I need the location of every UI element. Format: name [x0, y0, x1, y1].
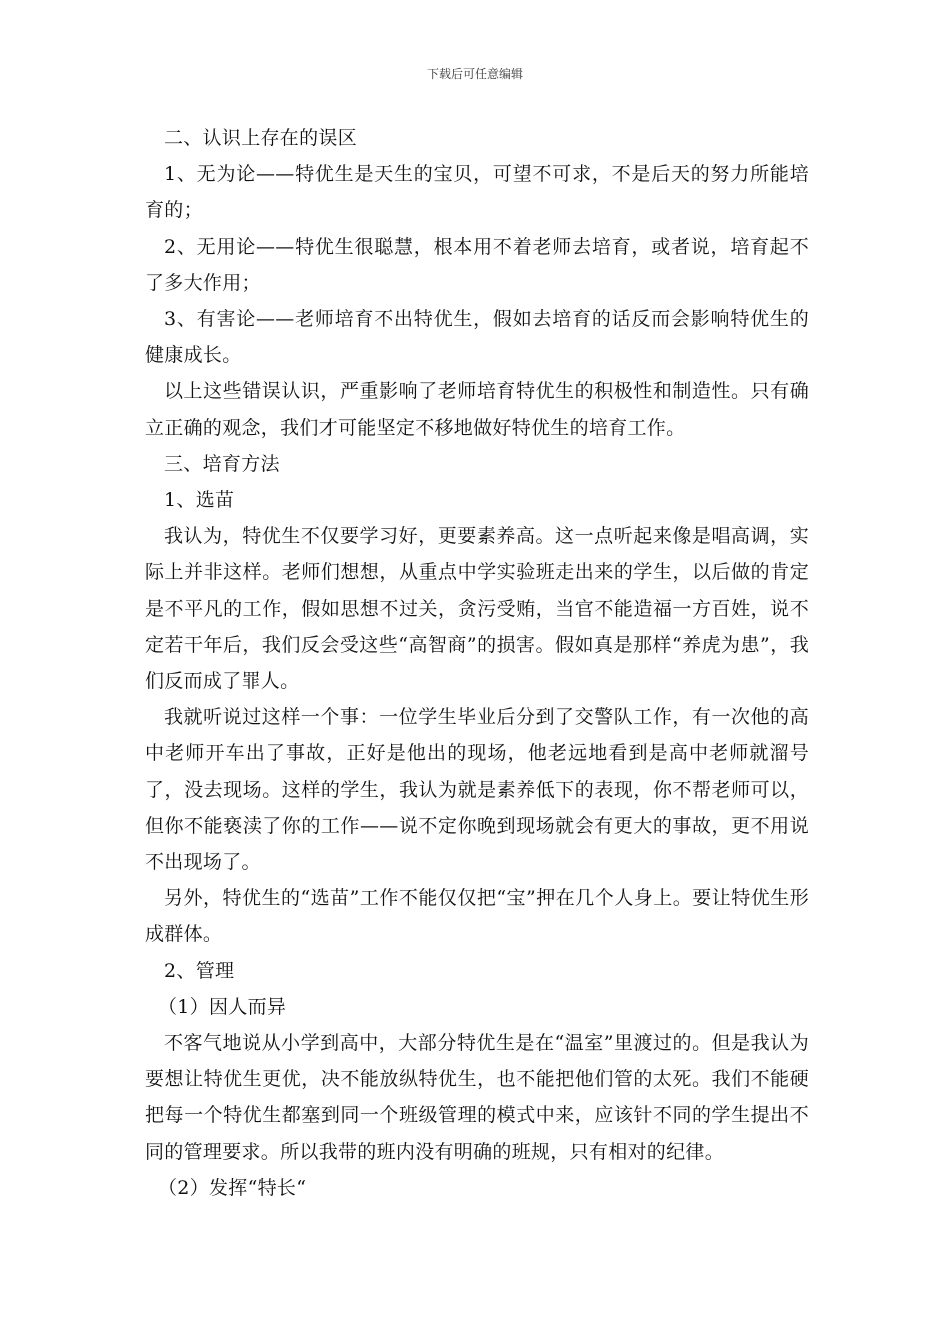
page-header: 下载后可任意编辑: [426, 67, 523, 81]
paragraph: 我认为，特优生不仅要学习好，更要素养高。这一点听起来像是唱高调，实际上并非这样。老师们想想，从重点中学实验班走出来的学生，以后做的肯定是不平凡的工作，假如思想不过关，贪污受贿，当官不能造福一方百姓，说不定若干年后，我们反会受这些“高智商”的损害。假如真是那样“养虎为患”，我们反而成了罪人。: [145, 525, 809, 693]
list-item: 3、有害论——老师培育不出特优生，假如去培育的话反而会影响特优生的健康成长。: [145, 308, 809, 367]
subsection-heading: （2）发挥“特长“: [158, 1176, 307, 1199]
document-body: [145, 120, 809, 1206]
paragraph: 以上这些错误认识，严重影响了老师培育特优生的积极性和制造性。只有确立正确的观念，我们才可能坚定不移地做好特优生的培育工作。: [145, 380, 809, 439]
section-heading: 三、培育方法: [164, 452, 280, 475]
list-item: 2、无用论——特优生很聪慧，根本用不着老师去培育，或者说，培育起不了多大作用；: [145, 235, 809, 294]
paragraph: 另外，特优生的“选苗”工作不能仅仅把“宝”押在几个人身上。要让特优生形成群体。: [145, 887, 809, 946]
subsection-heading: （1）因人而异: [158, 995, 287, 1018]
section-heading: 二、认识上存在的误区: [164, 127, 358, 149]
paragraph: 我就听说过这样一个事：一位学生毕业后分到了交警队工作，有一次他的高中老师开车出了事故，正好是他出的现场，他老远地看到是高中老师就溜号了，没去现场。这样的学生，我认为就是素养低下的表现，你不帮老师可以，但你不能亵渎了你的工作——说不定你晚到现场就会有更大的事故，更不用说不出现场了。: [145, 706, 809, 874]
paragraph: 不客气地说从小学到高中，大部分特优生是在“温室”里渡过的。但是我认为要想让特优生更优，决不能放纵特优生，也不能把他们管的太死。我们不能硬把每一个特优生都塞到同一个班级管理的模式中来，应该针不同的学生提出不同的管理要求。所以我带的班内没有明确的班规，只有相对的纪律。: [145, 1032, 809, 1163]
subsection-heading: 1、选苗: [164, 489, 235, 512]
subsection-heading: 2、管理: [164, 959, 235, 982]
list-item: 1、无为论——特优生是天生的宝贝，可望不可求，不是后天的努力所能培育的；: [145, 163, 809, 222]
